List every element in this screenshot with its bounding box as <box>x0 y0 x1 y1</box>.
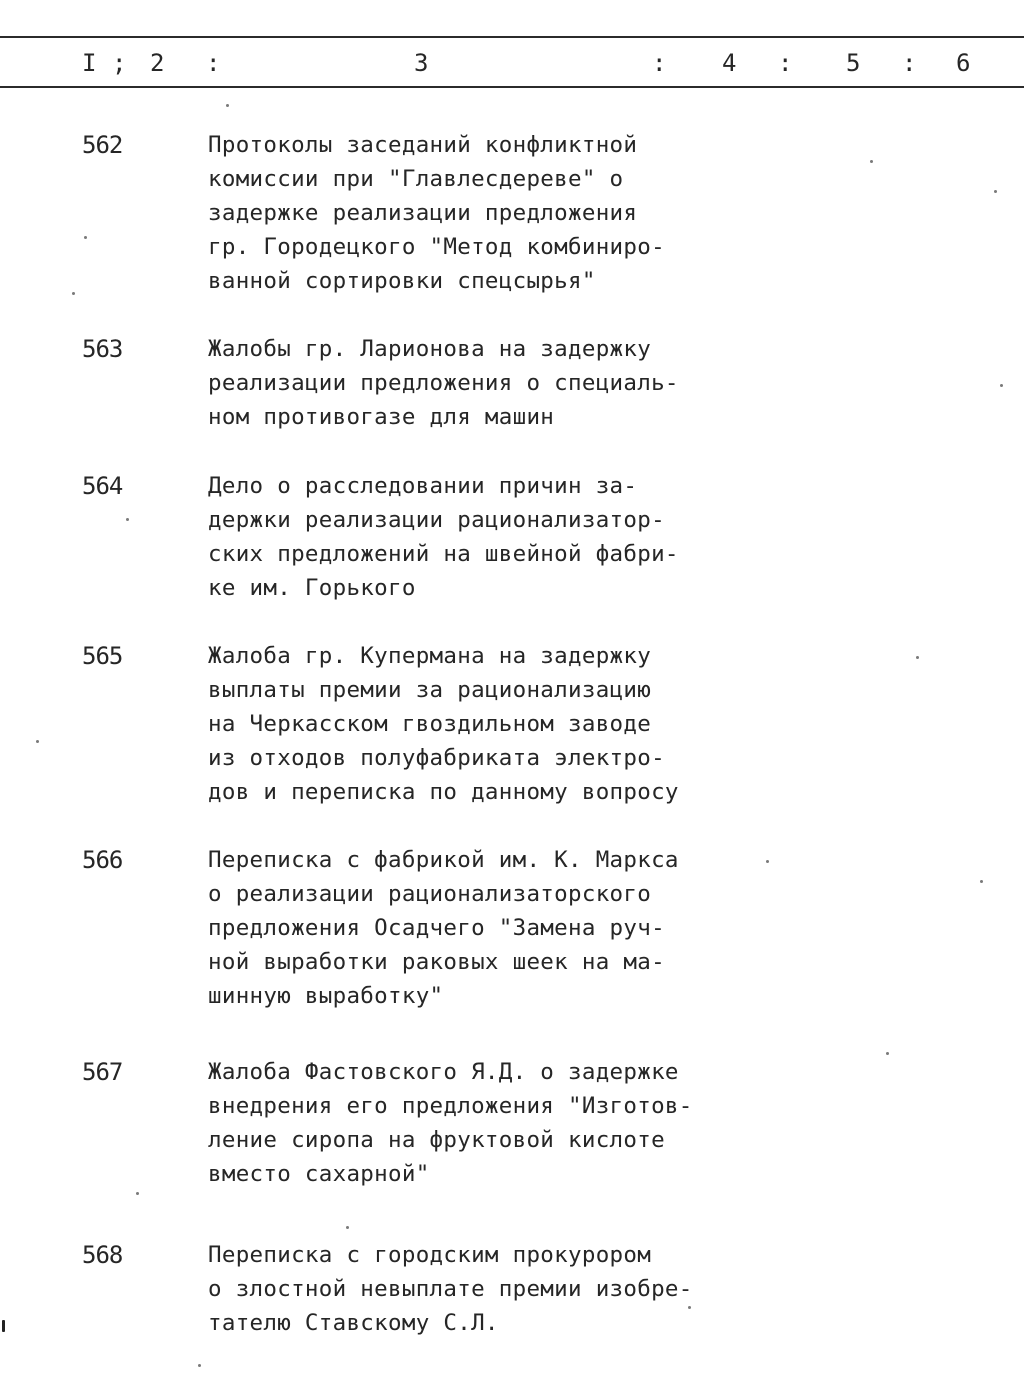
entry-line: на Черкасском гвоздильном заводе <box>208 711 652 737</box>
scan-speck <box>84 236 87 239</box>
scan-speck <box>36 740 39 743</box>
entry-description <box>208 128 708 298</box>
entry-line: Переписка с фабрикой им. К. Маркса <box>208 847 679 873</box>
entry-number: 563 <box>82 335 123 363</box>
scan-speck <box>2 1320 5 1332</box>
entry-line: комиссии при "Главлесдереве" о <box>208 166 624 192</box>
column-separator: : <box>652 49 667 77</box>
entry-description <box>208 469 708 605</box>
scan-speck <box>916 656 919 659</box>
entry-number: 566 <box>82 846 123 874</box>
scan-speck <box>870 160 873 163</box>
entry-number: 568 <box>82 1241 123 1269</box>
entry-line: ном противогазе для машин <box>208 404 555 430</box>
entry-number: 562 <box>82 131 123 159</box>
scan-speck <box>72 292 75 295</box>
header-top-rule <box>0 36 1024 38</box>
entry-description <box>208 1238 708 1340</box>
entry-description <box>208 639 708 809</box>
column-separator: : <box>902 49 917 77</box>
column-3-number: 3 <box>414 49 429 77</box>
entry-line: вместо сахарной" <box>208 1161 430 1187</box>
entry-number: 567 <box>82 1058 123 1086</box>
entry-line: о злостной невыплате премии изобре- <box>208 1276 693 1302</box>
entry-line: из отходов полуфабриката электро- <box>208 745 665 771</box>
entry-line: дов и переписка по данному вопросу <box>208 779 679 805</box>
entry-line: выплаты премии за рационализацию <box>208 677 652 703</box>
column-separator: ; <box>112 49 127 77</box>
entry-number: 565 <box>82 642 123 670</box>
entry-description <box>208 843 708 1013</box>
column-5-number: 5 <box>846 49 861 77</box>
entry-line: тателю Ставскому С.Л. <box>208 1310 499 1336</box>
entry-description <box>208 332 708 434</box>
column-separator: : <box>206 49 221 77</box>
scan-speck <box>994 190 997 193</box>
entry-line: о реализации рационализаторского <box>208 881 652 907</box>
column-6-number: 6 <box>956 49 971 77</box>
scan-speck <box>688 1306 691 1309</box>
entry-line: Протоколы заседаний конфликтной <box>208 132 638 158</box>
entry-number: 564 <box>82 472 123 500</box>
entry-line: ной выработки раковых шеек на ма- <box>208 949 665 975</box>
scan-speck <box>980 880 983 883</box>
entry-line: ских предложений на швейной фабри- <box>208 541 679 567</box>
entry-description <box>208 1055 708 1191</box>
entry-line: гр. Городецкого "Метод комбиниро- <box>208 234 665 260</box>
scan-speck <box>1000 384 1003 387</box>
column-2-number: 2 <box>150 49 165 77</box>
scan-speck <box>346 1226 349 1229</box>
entry-line: ванной сортировки спецсырья" <box>208 268 596 294</box>
scan-speck <box>766 860 769 863</box>
entry-line: Жалобы гр. Ларионова на задержку <box>208 336 652 362</box>
entry-line: внедрения его предложения "Изготов- <box>208 1093 693 1119</box>
entry-line: ке им. Горького <box>208 575 416 601</box>
entry-line: шинную выработку" <box>208 983 444 1009</box>
entry-line: Жалоба Фастовского Я.Д. о задержке <box>208 1059 679 1085</box>
entry-line: ление сиропа на фруктовой кислоте <box>208 1127 665 1153</box>
scan-speck <box>226 104 229 107</box>
scan-speck <box>198 1364 201 1367</box>
column-1-number: I <box>82 49 97 77</box>
entry-line: реализации предложения о специаль- <box>208 370 679 396</box>
header-bottom-rule <box>0 86 1024 88</box>
entry-line: держки реализации рационализатор- <box>208 507 665 533</box>
entry-line: задержке реализации предложения <box>208 200 638 226</box>
column-4-number: 4 <box>722 49 737 77</box>
entry-line: Жалоба гр. Купермана на задержку <box>208 643 652 669</box>
scan-speck <box>126 518 129 521</box>
entry-line: Переписка с городским прокурором <box>208 1242 652 1268</box>
entry-line: Дело о расследовании причин за- <box>208 473 638 499</box>
entry-line: предложения Осадчего "Замена руч- <box>208 915 665 941</box>
scan-speck <box>886 1052 889 1055</box>
scan-speck <box>136 1192 139 1195</box>
column-separator: : <box>778 49 793 77</box>
